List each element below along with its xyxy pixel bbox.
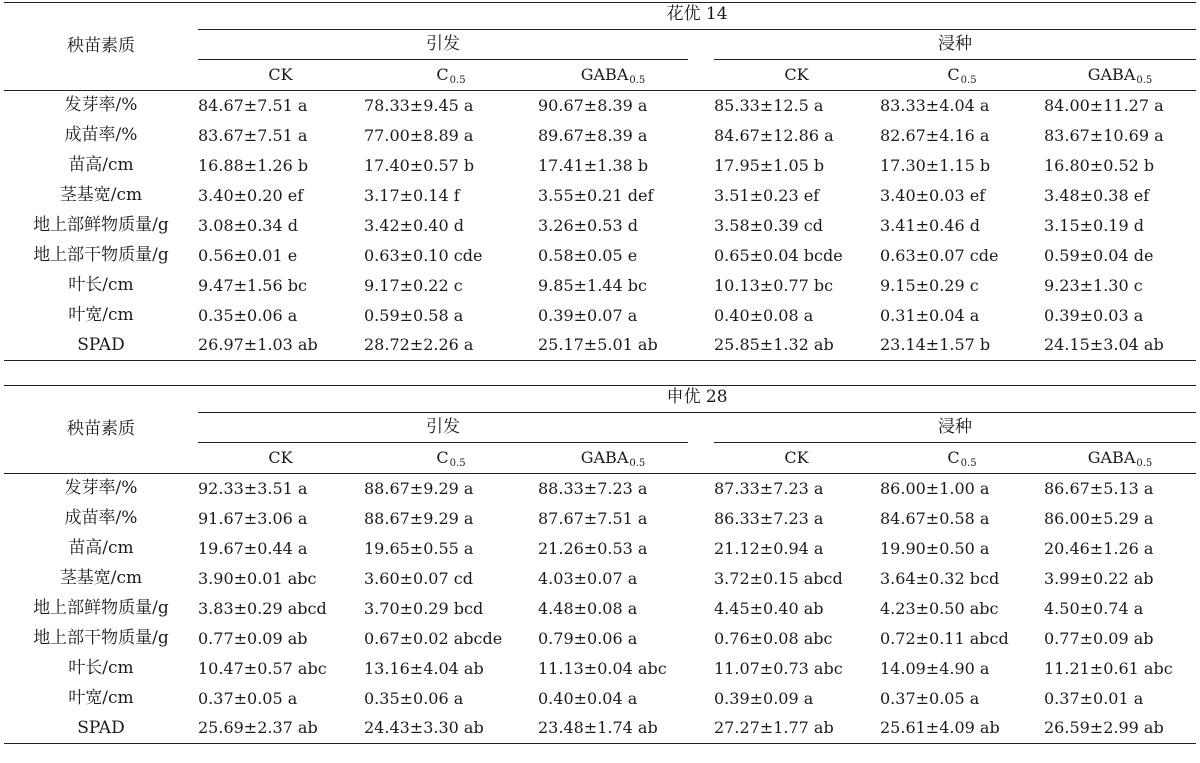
treatment-subscript: 0.5 [1136, 457, 1153, 469]
value-cell: 83.67±7.51 a [198, 125, 308, 145]
column-gap [688, 684, 714, 714]
value-cell: 4.45±0.40 ab [714, 598, 824, 618]
row-label: 地上部干物质量/g [33, 245, 169, 265]
value-cell: 3.90±0.01 abc [198, 568, 317, 588]
value-cell: 17.41±1.38 b [538, 155, 649, 175]
row-label: SPAD [77, 717, 125, 738]
value-cell: 3.15±0.19 d [1044, 215, 1144, 235]
value-cell: 3.58±0.39 cd [714, 215, 823, 235]
value-cell: 0.37±0.05 a [198, 688, 298, 708]
table-row [4, 241, 1196, 271]
row-label: 地上部鲜物质量/g [33, 598, 169, 618]
row-header-title [4, 3, 198, 91]
value-cell: 86.00±5.29 a [1044, 508, 1154, 528]
value-cell: 10.13±0.77 bc [714, 275, 834, 295]
treatment-header [1044, 63, 1196, 91]
treatment-header [198, 446, 364, 474]
table-row [4, 211, 1196, 241]
table-row [4, 151, 1196, 181]
value-cell: 0.31±0.04 a [880, 305, 980, 325]
method-name: 引发 [198, 419, 688, 443]
row-label: 叶长/cm [68, 658, 134, 678]
value-cell: 25.61±4.09 ab [880, 718, 1000, 738]
value-cell: 3.51±0.23 ef [714, 185, 820, 205]
method-name: 浸种 [714, 36, 1196, 60]
method-header-soaking [714, 416, 1196, 446]
value-cell: 0.65±0.04 bcde [714, 245, 843, 265]
variety-header [198, 386, 1196, 416]
value-cell: 0.59±0.58 a [364, 305, 464, 325]
value-cell: 25.69±2.37 ab [198, 718, 318, 738]
value-cell: 0.76±0.08 abc [714, 628, 833, 648]
table-hua-you-14 [4, 2, 1196, 361]
row-label: 苗高/cm [68, 155, 134, 175]
column-gap [688, 181, 714, 211]
table-row [4, 654, 1196, 684]
column-gap [688, 624, 714, 654]
table-shen-you-28 [4, 385, 1196, 744]
column-gap [688, 714, 714, 744]
row-label: 叶宽/cm [68, 305, 134, 325]
value-cell: 86.33±7.23 a [714, 508, 824, 528]
value-cell: 21.26±0.53 a [538, 538, 648, 558]
treatment-header [538, 446, 688, 474]
column-gap [688, 474, 714, 504]
value-cell: 4.50±0.74 a [1044, 598, 1144, 618]
row-label: 苗高/cm [68, 538, 134, 558]
table-row [4, 684, 1196, 714]
value-cell: 3.42±0.40 d [364, 215, 464, 235]
value-cell: 16.80±0.52 b [1044, 155, 1155, 175]
value-cell: 9.85±1.44 bc [538, 275, 647, 295]
value-cell: 0.39±0.07 a [538, 305, 638, 325]
value-cell: 88.67±9.29 a [364, 508, 474, 528]
column-gap [688, 301, 714, 331]
value-cell: 82.67±4.16 a [880, 125, 990, 145]
table-row [4, 271, 1196, 301]
method-gap [688, 33, 714, 63]
treatment-subscript: 0.5 [1136, 74, 1153, 86]
value-cell: 86.00±1.00 a [880, 478, 990, 498]
value-cell: 0.67±0.02 abcde [364, 628, 503, 648]
value-cell: 20.46±1.26 a [1044, 538, 1154, 558]
value-cell: 3.08±0.34 d [198, 215, 298, 235]
value-cell: 25.85±1.32 ab [714, 335, 834, 355]
data-table [4, 385, 1196, 744]
value-cell: 86.67±5.13 a [1044, 478, 1154, 498]
value-cell: 21.12±0.94 a [714, 538, 824, 558]
treatment-name: C [947, 447, 960, 467]
value-cell: 83.33±4.04 a [880, 95, 990, 115]
value-cell: 77.00±8.89 a [364, 125, 474, 145]
column-gap [688, 594, 714, 624]
value-cell: 0.63±0.10 cde [364, 245, 483, 265]
row-label: 地上部鲜物质量/g [33, 215, 169, 235]
table-row [4, 504, 1196, 534]
value-cell: 0.77±0.09 ab [1044, 628, 1154, 648]
treatment-name: C [436, 447, 449, 467]
value-cell: 0.79±0.06 a [538, 628, 638, 648]
value-cell: 0.40±0.08 a [714, 305, 814, 325]
value-cell: 0.63±0.07 cde [880, 245, 999, 265]
value-cell: 3.99±0.22 ab [1044, 568, 1154, 588]
variety-name: 申优 28 [198, 389, 1196, 413]
row-label: 叶宽/cm [68, 688, 134, 708]
treatment-name: CK [268, 447, 293, 467]
treatment-subscript: 0.5 [449, 74, 466, 86]
method-gap [688, 416, 714, 446]
treatment-name: GABA [1087, 64, 1136, 84]
value-cell: 84.00±11.27 a [1044, 95, 1164, 115]
treatment-subscript: 0.5 [960, 457, 977, 469]
value-cell: 3.55±0.21 def [538, 185, 654, 205]
treatment-subscript: 0.5 [629, 457, 646, 469]
row-label: 地上部干物质量/g [33, 628, 169, 648]
value-cell: 3.41±0.46 d [880, 215, 980, 235]
value-cell: 9.47±1.56 bc [198, 275, 307, 295]
value-cell: 0.35±0.06 a [364, 688, 464, 708]
value-cell: 3.40±0.03 ef [880, 185, 986, 205]
value-cell: 90.67±8.39 a [538, 95, 648, 115]
value-cell: 84.67±7.51 a [198, 95, 308, 115]
method-header-soaking [714, 33, 1196, 63]
value-cell: 11.13±0.04 abc [538, 658, 667, 678]
row-label: 成苗率/% [64, 508, 138, 528]
column-gap [688, 241, 714, 271]
treatment-header [880, 446, 1044, 474]
value-cell: 0.39±0.09 a [714, 688, 814, 708]
data-table [4, 2, 1196, 361]
value-cell: 0.37±0.01 a [1044, 688, 1144, 708]
table-row [4, 181, 1196, 211]
value-cell: 17.30±1.15 b [880, 155, 991, 175]
value-cell: 83.67±10.69 a [1044, 125, 1164, 145]
value-cell: 4.48±0.08 a [538, 598, 638, 618]
value-cell: 89.67±8.39 a [538, 125, 648, 145]
table-row [4, 91, 1196, 121]
column-gap [688, 91, 714, 121]
treatment-name: GABA [580, 447, 629, 467]
value-cell: 0.35±0.06 a [198, 305, 298, 325]
row-label: 成苗率/% [64, 125, 138, 145]
table-row [4, 534, 1196, 564]
value-cell: 3.17±0.14 f [364, 185, 460, 205]
method-header-priming [198, 416, 688, 446]
treatment-subscript: 0.5 [960, 74, 977, 86]
value-cell: 78.33±9.45 a [364, 95, 474, 115]
column-gap [688, 564, 714, 594]
value-cell: 3.64±0.32 bcd [880, 568, 1000, 588]
table-row [4, 624, 1196, 654]
value-cell: 3.83±0.29 abcd [198, 598, 327, 618]
column-gap [688, 121, 714, 151]
method-header-priming [198, 33, 688, 63]
value-cell: 3.48±0.38 ef [1044, 185, 1150, 205]
table-row [4, 594, 1196, 624]
value-cell: 0.58±0.05 e [538, 245, 638, 265]
treatment-header [880, 63, 1044, 91]
column-gap [688, 211, 714, 241]
value-cell: 4.03±0.07 a [538, 568, 638, 588]
table-row [4, 301, 1196, 331]
column-gap [688, 654, 714, 684]
column-gap [688, 504, 714, 534]
value-cell: 13.16±4.04 ab [364, 658, 484, 678]
treatment-header [198, 63, 364, 91]
table-row [4, 331, 1196, 361]
value-cell: 14.09±4.90 a [880, 658, 990, 678]
value-cell: 9.15±0.29 c [880, 275, 979, 295]
row-label: 发芽率/% [64, 478, 138, 499]
row-label: SPAD [77, 334, 125, 355]
value-cell: 84.67±12.86 a [714, 125, 834, 145]
value-cell: 3.72±0.15 abcd [714, 568, 843, 588]
row-label: 茎基宽/cm [59, 185, 143, 205]
treatment-header [714, 446, 880, 474]
treatment-header [538, 63, 688, 91]
column-gap [688, 534, 714, 564]
row-label: 叶长/cm [68, 275, 134, 295]
value-cell: 84.67±0.58 a [880, 508, 990, 528]
value-cell: 0.39±0.03 a [1044, 305, 1144, 325]
table-body [4, 91, 1196, 361]
value-cell: 91.67±3.06 a [198, 508, 308, 528]
value-cell: 28.72±2.26 a [364, 335, 474, 355]
column-gap [688, 331, 714, 361]
value-cell: 0.77±0.09 ab [198, 628, 308, 648]
method-name: 浸种 [714, 419, 1196, 443]
value-cell: 27.27±1.77 ab [714, 718, 834, 738]
value-cell: 9.17±0.22 c [364, 275, 463, 295]
value-cell: 25.17±5.01 ab [538, 335, 658, 355]
value-cell: 4.23±0.50 abc [880, 598, 999, 618]
table-row [4, 121, 1196, 151]
value-cell: 3.60±0.07 cd [364, 568, 473, 588]
value-cell: 24.43±3.30 ab [364, 718, 484, 738]
value-cell: 16.88±1.26 b [198, 155, 309, 175]
value-cell: 87.67±7.51 a [538, 508, 648, 528]
table-row [4, 474, 1196, 504]
column-gap [688, 151, 714, 181]
treatment-name: CK [268, 64, 293, 84]
treatment-name: GABA [1087, 447, 1136, 467]
value-cell: 92.33±3.51 a [198, 478, 308, 498]
value-cell: 26.59±2.99 ab [1044, 718, 1164, 738]
value-cell: 17.95±1.05 b [714, 155, 825, 175]
value-cell: 85.33±12.5 a [714, 95, 824, 115]
row-label: 茎基宽/cm [59, 568, 143, 588]
table-body [4, 474, 1196, 744]
value-cell: 3.70±0.29 bcd [364, 598, 484, 618]
treatment-name: CK [784, 447, 809, 467]
value-cell: 11.07±0.73 abc [714, 658, 843, 678]
value-cell: 17.40±0.57 b [364, 155, 475, 175]
row-header-title [4, 386, 198, 474]
value-cell: 0.72±0.11 abcd [880, 628, 1009, 648]
table-row [4, 714, 1196, 744]
value-cell: 11.21±0.61 abc [1044, 658, 1173, 678]
value-cell: 88.33±7.23 a [538, 478, 648, 498]
treatment-name: C [436, 64, 449, 84]
value-cell: 24.15±3.04 ab [1044, 335, 1164, 355]
treatment-gap [688, 63, 714, 91]
column-gap [688, 271, 714, 301]
value-cell: 9.23±1.30 c [1044, 275, 1143, 295]
value-cell: 10.47±0.57 abc [198, 658, 327, 678]
row-header-text: 秧苗素质 [67, 419, 135, 439]
value-cell: 19.65±0.55 a [364, 538, 474, 558]
value-cell: 3.26±0.53 d [538, 215, 638, 235]
value-cell: 19.90±0.50 a [880, 538, 990, 558]
value-cell: 3.40±0.20 ef [198, 185, 304, 205]
treatment-name: CK [784, 64, 809, 84]
treatment-subscript: 0.5 [629, 74, 646, 86]
table-row [4, 564, 1196, 594]
value-cell: 0.37±0.05 a [880, 688, 980, 708]
treatment-header [1044, 446, 1196, 474]
value-cell: 26.97±1.03 ab [198, 335, 318, 355]
treatment-gap [688, 446, 714, 474]
treatment-name: C [947, 64, 960, 84]
treatment-header [714, 63, 880, 91]
treatment-name: GABA [580, 64, 629, 84]
value-cell: 19.67±0.44 a [198, 538, 308, 558]
value-cell: 0.40±0.04 a [538, 688, 638, 708]
value-cell: 23.48±1.74 ab [538, 718, 658, 738]
row-label: 发芽率/% [64, 95, 138, 116]
value-cell: 23.14±1.57 b [880, 335, 991, 355]
value-cell: 88.67±9.29 a [364, 478, 474, 498]
treatment-subscript: 0.5 [449, 457, 466, 469]
treatment-header [364, 63, 538, 91]
variety-header [198, 3, 1196, 33]
value-cell: 0.56±0.01 e [198, 245, 298, 265]
method-name: 引发 [198, 36, 688, 60]
treatment-header [364, 446, 538, 474]
row-header-text: 秧苗素质 [67, 36, 135, 56]
value-cell: 0.59±0.04 de [1044, 245, 1154, 265]
variety-name: 花优 14 [198, 6, 1196, 30]
value-cell: 87.33±7.23 a [714, 478, 824, 498]
